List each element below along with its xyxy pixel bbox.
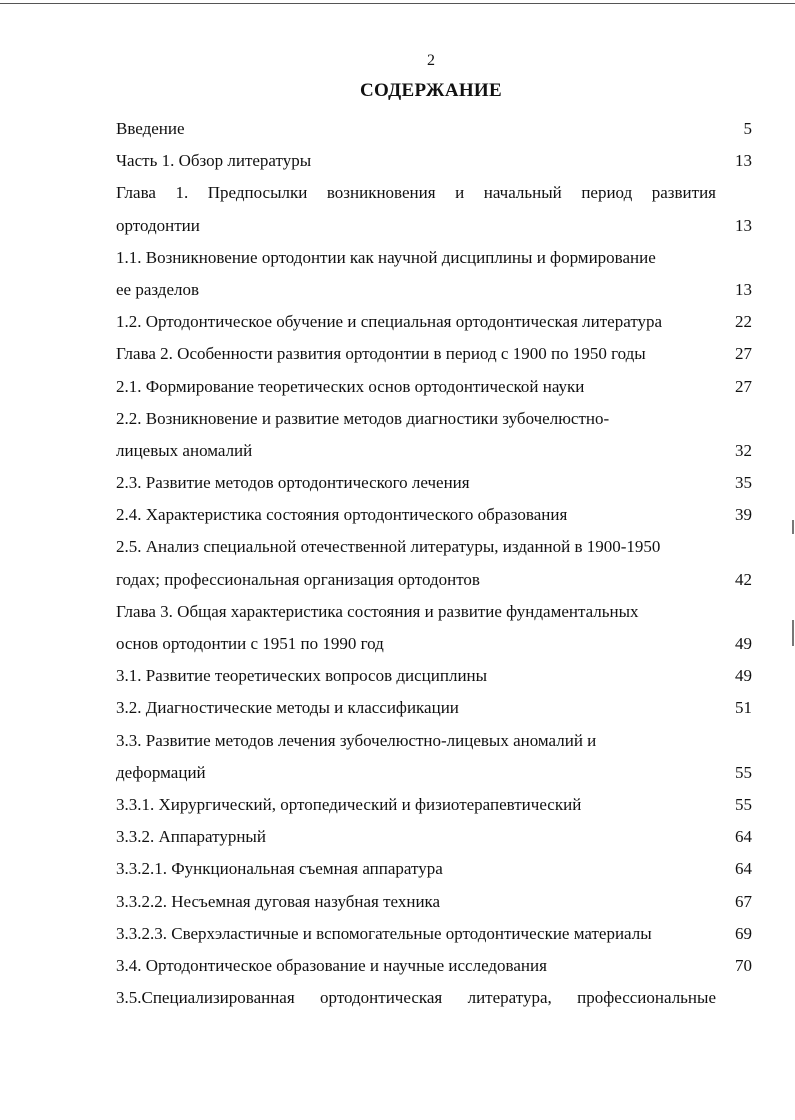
toc-entry-text: 3.3.2.2. Несъемная дуговая назубная техника <box>116 891 441 911</box>
toc-entry <box>116 950 752 982</box>
toc-entry-text: 3.4. Ортодонтическое образование и научные исследования <box>116 955 547 975</box>
toc-entry-page: 5 <box>743 119 752 138</box>
toc-entry-text: Часть 1. Обзор литературы <box>116 151 312 171</box>
toc-entry-text: Введение <box>116 119 185 138</box>
toc-entry <box>116 467 752 499</box>
toc-entry-text: лицевых аномалий <box>116 440 253 460</box>
toc-entry <box>116 531 752 563</box>
toc-entry-text: Глава 3. Общая характеристика состояния и развитие фундаментальных <box>116 601 639 621</box>
toc-entry-page: 64 <box>735 859 752 879</box>
toc-entry-text: 3.3.2.1. Функциональная съемная аппаратура <box>116 859 443 879</box>
toc-entry-text: 3.3.2.3. Сверхэластичные и вспомогательные ортодонтические материалы <box>116 923 652 943</box>
toc-entry <box>116 886 752 918</box>
toc-entry-text: 1.2. Ортодонтическое обучение и специальная ортодонтическая литература <box>116 312 663 332</box>
page-title: СОДЕРЖАНИЕ <box>360 80 502 101</box>
toc-entry <box>116 918 752 950</box>
toc-entry <box>116 660 752 692</box>
toc-entry-text: Глава 2. Особенности развития ортодонтии в период с 1900 по 1950 годы <box>116 344 646 364</box>
scan-edge-line <box>0 3 795 4</box>
toc-entry <box>116 757 752 789</box>
toc-entry-page: 32 <box>735 440 752 460</box>
toc-entry-text: ортодонтии <box>116 215 200 235</box>
toc-entry <box>116 564 752 596</box>
toc-entry-page: 27 <box>735 344 752 364</box>
toc-entry-page: 64 <box>735 827 752 847</box>
toc-entry-page: 55 <box>735 762 752 782</box>
toc-entry <box>116 210 752 242</box>
toc-entry-page: 27 <box>735 376 752 396</box>
page-number: 2 <box>427 52 435 69</box>
toc-entry-text: 3.1. Развитие теоретических вопросов дисциплины <box>116 666 488 686</box>
toc-entry-page: 13 <box>735 215 752 235</box>
toc-entry-page: 67 <box>735 891 752 911</box>
toc-entry <box>116 596 752 628</box>
toc-entry-text: 3.5.Специализированная ортодонтическая литература, профессиональные <box>116 988 716 1008</box>
toc-entry-text: деформаций <box>116 762 206 782</box>
toc-entry <box>116 242 752 274</box>
toc-entry <box>116 499 752 531</box>
toc-entry <box>116 371 752 403</box>
toc-entry <box>116 628 752 660</box>
toc-entry-page: 39 <box>735 505 752 525</box>
toc-entry-page: 13 <box>735 279 752 299</box>
toc-entry <box>116 145 752 177</box>
toc-entry-page: 22 <box>735 312 752 332</box>
toc-entry-text: основ ортодонтии с 1951 по 1990 год <box>116 634 384 653</box>
toc-entry <box>116 403 752 435</box>
toc-entry <box>116 338 752 370</box>
toc-entry-text: 3.3.1. Хирургический, ортопедический и физиотерапевтический <box>116 794 582 814</box>
toc-entry-page: 51 <box>735 698 752 718</box>
toc-entry <box>116 692 752 724</box>
toc-entry <box>116 853 752 885</box>
toc-entry-page: 35 <box>735 473 752 493</box>
toc-entry <box>116 113 752 145</box>
toc-entry-text: 2.5. Анализ специальной отечественной литературы, изданной в 1900-1950 <box>116 537 661 557</box>
toc-entry-page: 55 <box>735 794 752 814</box>
toc-entry <box>116 177 752 209</box>
toc-entry <box>116 306 752 338</box>
toc-entry-page: 13 <box>735 151 752 171</box>
toc-entry-text: годах; профессиональная организация ортодонтов <box>116 569 480 589</box>
toc-entry-text: 2.2. Возникновение и развитие методов диагностики зубочелюстно- <box>116 408 610 428</box>
toc-entry-text: 3.2. Диагностические методы и классификации <box>116 698 459 718</box>
toc-entry-page: 70 <box>735 955 752 975</box>
toc-entry-text: ее разделов <box>116 279 199 299</box>
toc-entry <box>116 725 752 757</box>
toc-entry-page: 49 <box>735 634 752 653</box>
table-of-contents <box>116 113 752 1014</box>
toc-entry <box>116 821 752 853</box>
toc-entry-text: 2.4. Характеристика состояния ортодонтического образования <box>116 505 568 525</box>
toc-entry <box>116 982 752 1014</box>
scan-edge-mark <box>792 520 794 534</box>
toc-entry-text: 3.3. Развитие методов лечения зубочелюстно-лицевых аномалий и <box>116 730 597 750</box>
scan-edge-mark <box>792 620 794 646</box>
toc-entry-text: 2.3. Развитие методов ортодонтического лечения <box>116 473 470 493</box>
toc-entry-page: 49 <box>735 666 752 686</box>
toc-entry-page: 69 <box>735 923 752 943</box>
toc-entry-text: 3.3.2. Аппаратурный <box>116 827 266 847</box>
toc-entry-text: Глава 1. Предпосылки возникновения и начальный период развития <box>116 183 716 203</box>
toc-entry-text: 1.1. Возникновение ортодонтии как научной дисциплины и формирование <box>116 247 656 267</box>
toc-entry <box>116 435 752 467</box>
toc-entry-page: 42 <box>735 569 752 589</box>
toc-entry <box>116 789 752 821</box>
toc-entry <box>116 274 752 306</box>
toc-entry-text: 2.1. Формирование теоретических основ ортодонтической науки <box>116 376 585 396</box>
